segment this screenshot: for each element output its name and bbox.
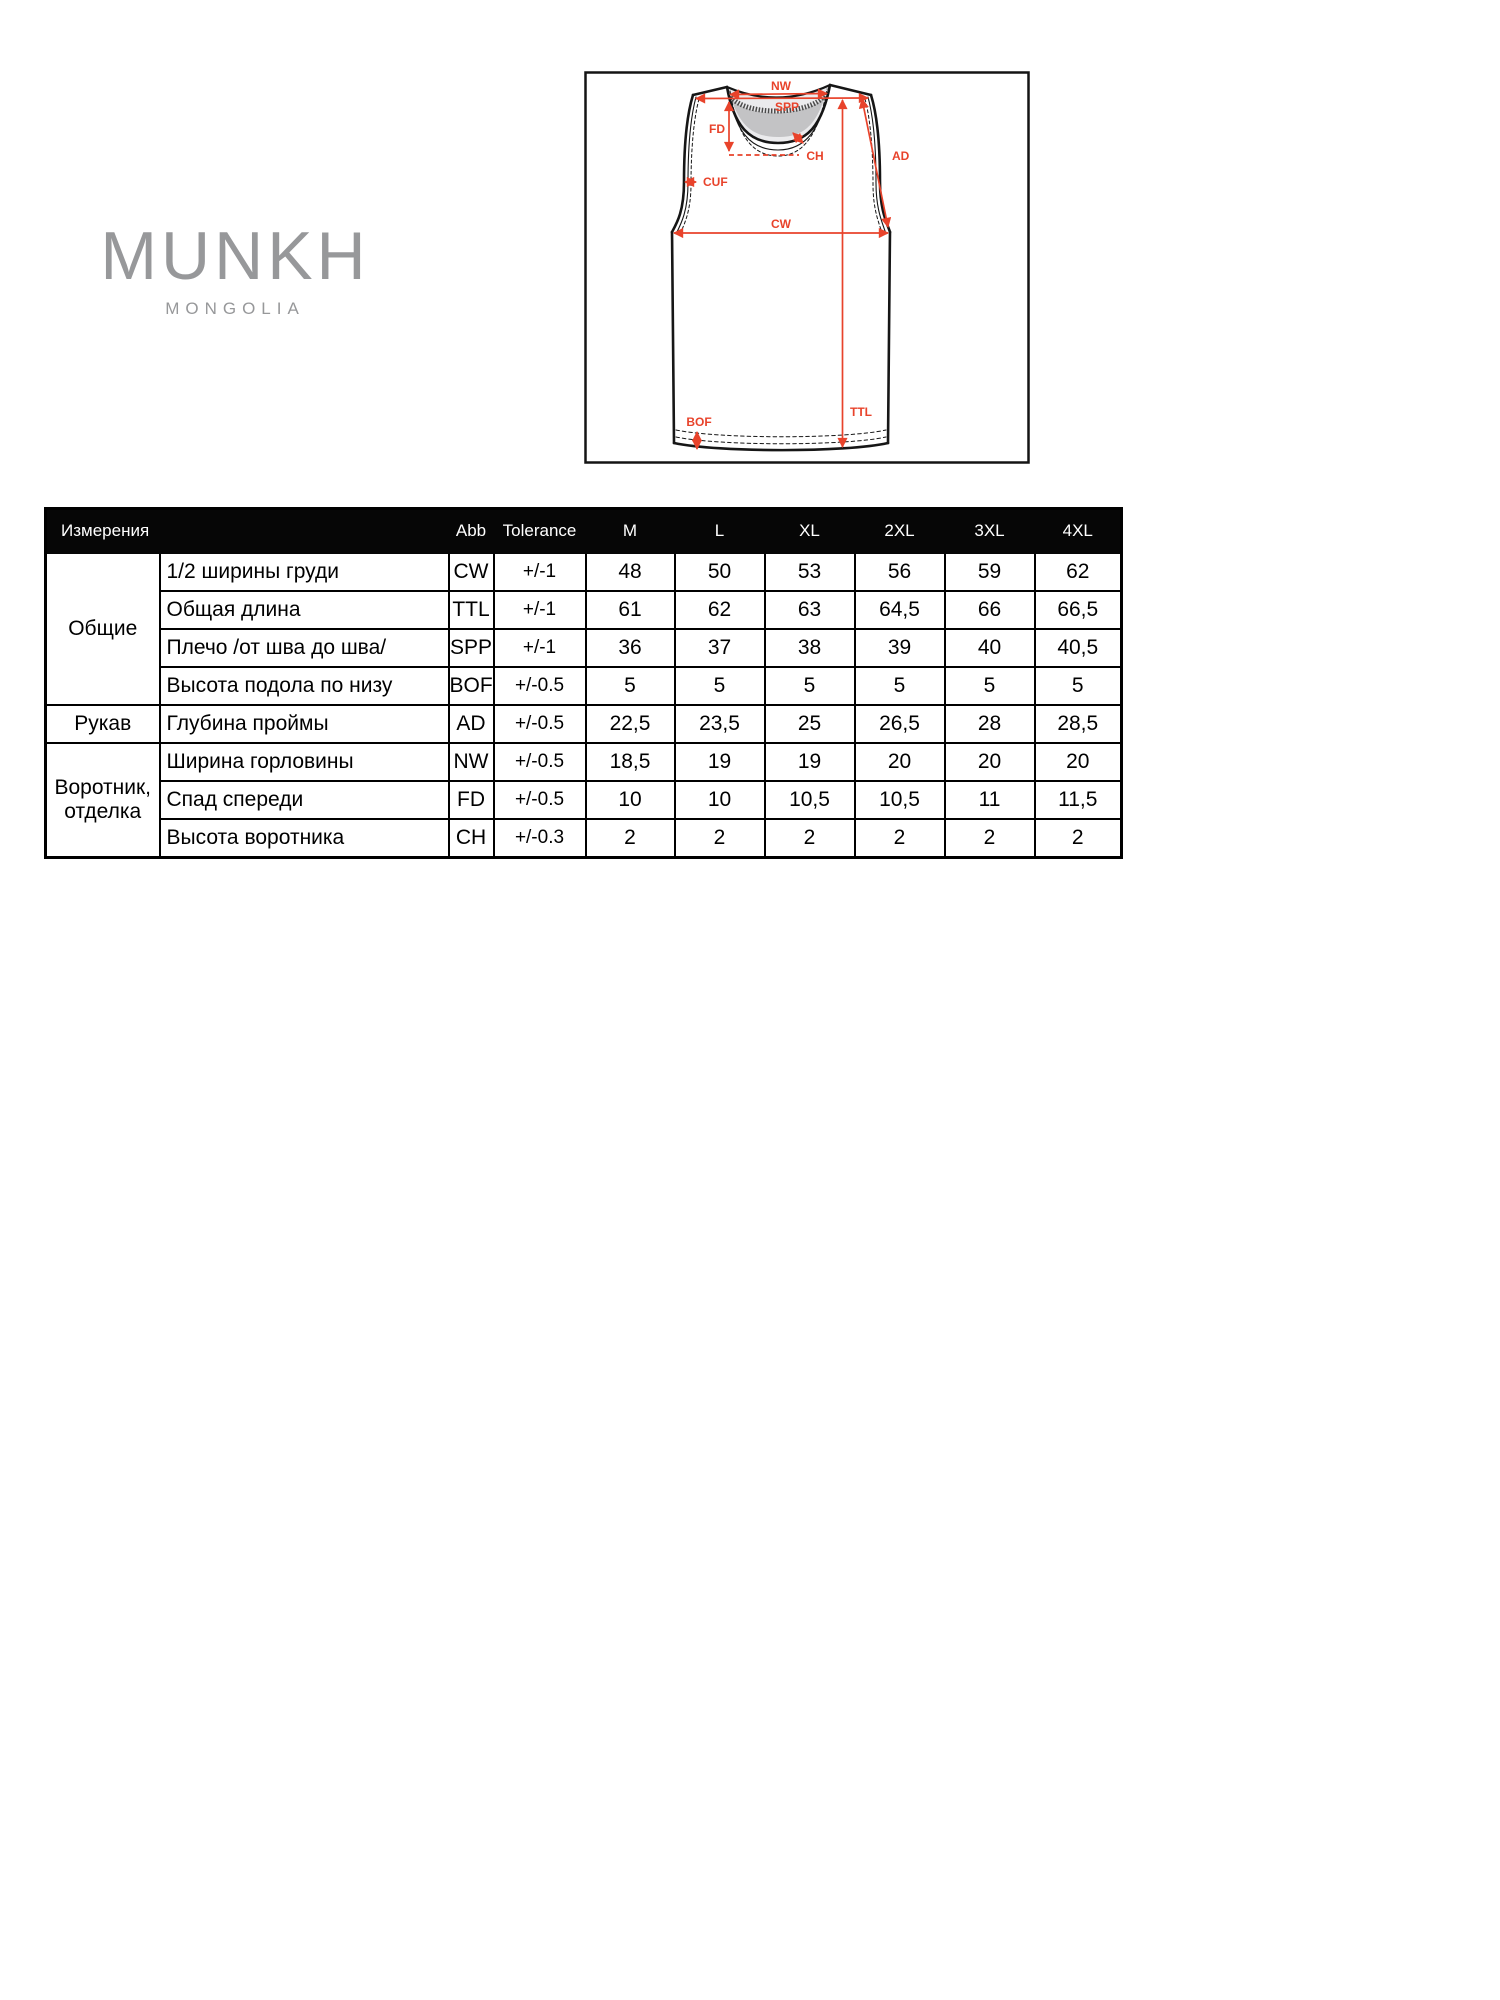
measurement-abb: CW — [449, 553, 494, 591]
size-value: 5 — [586, 667, 675, 705]
size-value: 2 — [765, 819, 855, 858]
size-value: 28 — [945, 705, 1035, 743]
cw-label: CW — [771, 217, 791, 231]
brand-name: MUNKH — [100, 218, 370, 294]
size-value: 5 — [765, 667, 855, 705]
size-value: 5 — [945, 667, 1035, 705]
size-value: 2 — [945, 819, 1035, 858]
header-measurements: Измерения — [46, 509, 449, 554]
size-value: 26,5 — [855, 705, 945, 743]
size-value: 66,5 — [1035, 591, 1122, 629]
size-value: 25 — [765, 705, 855, 743]
measurement-name: Глубина проймы — [160, 705, 449, 743]
measurement-tolerance: +/-1 — [494, 553, 586, 591]
header-size-3xl: 3XL — [945, 509, 1035, 554]
size-value: 62 — [675, 591, 765, 629]
header-size-2xl: 2XL — [855, 509, 945, 554]
measurement-abb: AD — [449, 705, 494, 743]
size-value: 20 — [855, 743, 945, 781]
size-value: 2 — [586, 819, 675, 858]
size-value: 28,5 — [1035, 705, 1122, 743]
measurement-name: Спад спереди — [160, 781, 449, 819]
size-value: 2 — [1035, 819, 1122, 858]
size-value: 10,5 — [855, 781, 945, 819]
spp-measure-line — [696, 98, 868, 99]
header-size-m: M — [586, 509, 675, 554]
tank-top-sketch — [584, 71, 1030, 464]
size-value: 5 — [675, 667, 765, 705]
size-value: 66 — [945, 591, 1035, 629]
header-tolerance: Tolerance — [494, 509, 586, 554]
size-value: 20 — [945, 743, 1035, 781]
size-value: 10,5 — [765, 781, 855, 819]
size-value: 5 — [1035, 667, 1122, 705]
size-value: 2 — [855, 819, 945, 858]
measurement-name: Плечо /от шва до шва/ — [160, 629, 449, 667]
size-value: 10 — [675, 781, 765, 819]
measurement-abb: FD — [449, 781, 494, 819]
header-abb: Abb — [449, 509, 494, 554]
table-row — [46, 591, 1122, 629]
ad-label: AD — [892, 149, 910, 163]
table-row — [46, 819, 1122, 858]
size-value: 38 — [765, 629, 855, 667]
ttl-label: TTL — [850, 405, 872, 419]
size-value: 56 — [855, 553, 945, 591]
size-value: 64,5 — [855, 591, 945, 629]
size-value: 19 — [675, 743, 765, 781]
measurement-name: Высота подола по низу — [160, 667, 449, 705]
size-value: 40,5 — [1035, 629, 1122, 667]
spp-label: SPP — [774, 100, 800, 114]
size-value: 19 — [765, 743, 855, 781]
size-value: 63 — [765, 591, 855, 629]
size-value: 11,5 — [1035, 781, 1122, 819]
header-size-xl: XL — [765, 509, 855, 554]
size-value: 39 — [855, 629, 945, 667]
size-value: 2 — [675, 819, 765, 858]
measurement-name: Общая длина — [160, 591, 449, 629]
size-value: 59 — [945, 553, 1035, 591]
size-value: 48 — [586, 553, 675, 591]
size-value: 18,5 — [586, 743, 675, 781]
measurement-tolerance: +/-0.3 — [494, 819, 586, 858]
group-label: Воротник, отделка — [46, 743, 160, 858]
measurement-tolerance: +/-1 — [494, 629, 586, 667]
size-value: 5 — [855, 667, 945, 705]
table-header-row — [46, 509, 1122, 554]
group-label: Общие — [46, 553, 160, 705]
brand-logo — [60, 218, 410, 318]
measurement-abb: CH — [449, 819, 494, 858]
measurement-tolerance: +/-0.5 — [494, 743, 586, 781]
measurement-abb: SPP — [449, 629, 494, 667]
size-value: 36 — [586, 629, 675, 667]
measurement-tolerance: +/-0.5 — [494, 705, 586, 743]
size-value: 53 — [765, 553, 855, 591]
header-size-l: L — [675, 509, 765, 554]
cuf-label: CUF — [703, 175, 728, 189]
nw-label: NW — [771, 79, 791, 93]
measurement-name: Ширина горловины — [160, 743, 449, 781]
fd-label: FD — [709, 122, 725, 136]
measurement-tolerance: +/-0.5 — [494, 781, 586, 819]
ch-label: CH — [806, 149, 824, 163]
size-value: 50 — [675, 553, 765, 591]
nw-measure-line — [730, 94, 827, 95]
size-value: 10 — [586, 781, 675, 819]
size-value: 37 — [675, 629, 765, 667]
garment-diagram — [584, 71, 1030, 464]
measurement-abb: BOF — [449, 667, 494, 705]
group-label: Рукав — [46, 705, 160, 743]
table-row — [46, 781, 1122, 819]
measurement-name: Высота воротника — [160, 819, 449, 858]
size-value: 40 — [945, 629, 1035, 667]
header-size-4xl: 4XL — [1035, 509, 1122, 554]
measurement-tolerance: +/-0.5 — [494, 667, 586, 705]
size-value: 20 — [1035, 743, 1122, 781]
size-spec-table — [44, 507, 1123, 859]
measurement-name: 1/2 ширины груди — [160, 553, 449, 591]
table-row — [46, 705, 1122, 743]
size-value: 23,5 — [675, 705, 765, 743]
measurement-tolerance: +/-1 — [494, 591, 586, 629]
size-value: 61 — [586, 591, 675, 629]
table-row — [46, 553, 1122, 591]
size-value: 11 — [945, 781, 1035, 819]
measurement-abb: NW — [449, 743, 494, 781]
size-value: 22,5 — [586, 705, 675, 743]
bof-label: BOF — [686, 415, 712, 429]
table-row — [46, 743, 1122, 781]
brand-region: MONGOLIA — [165, 299, 305, 318]
measurement-abb: TTL — [449, 591, 494, 629]
table-row — [46, 629, 1122, 667]
table-row — [46, 667, 1122, 705]
size-value: 62 — [1035, 553, 1122, 591]
